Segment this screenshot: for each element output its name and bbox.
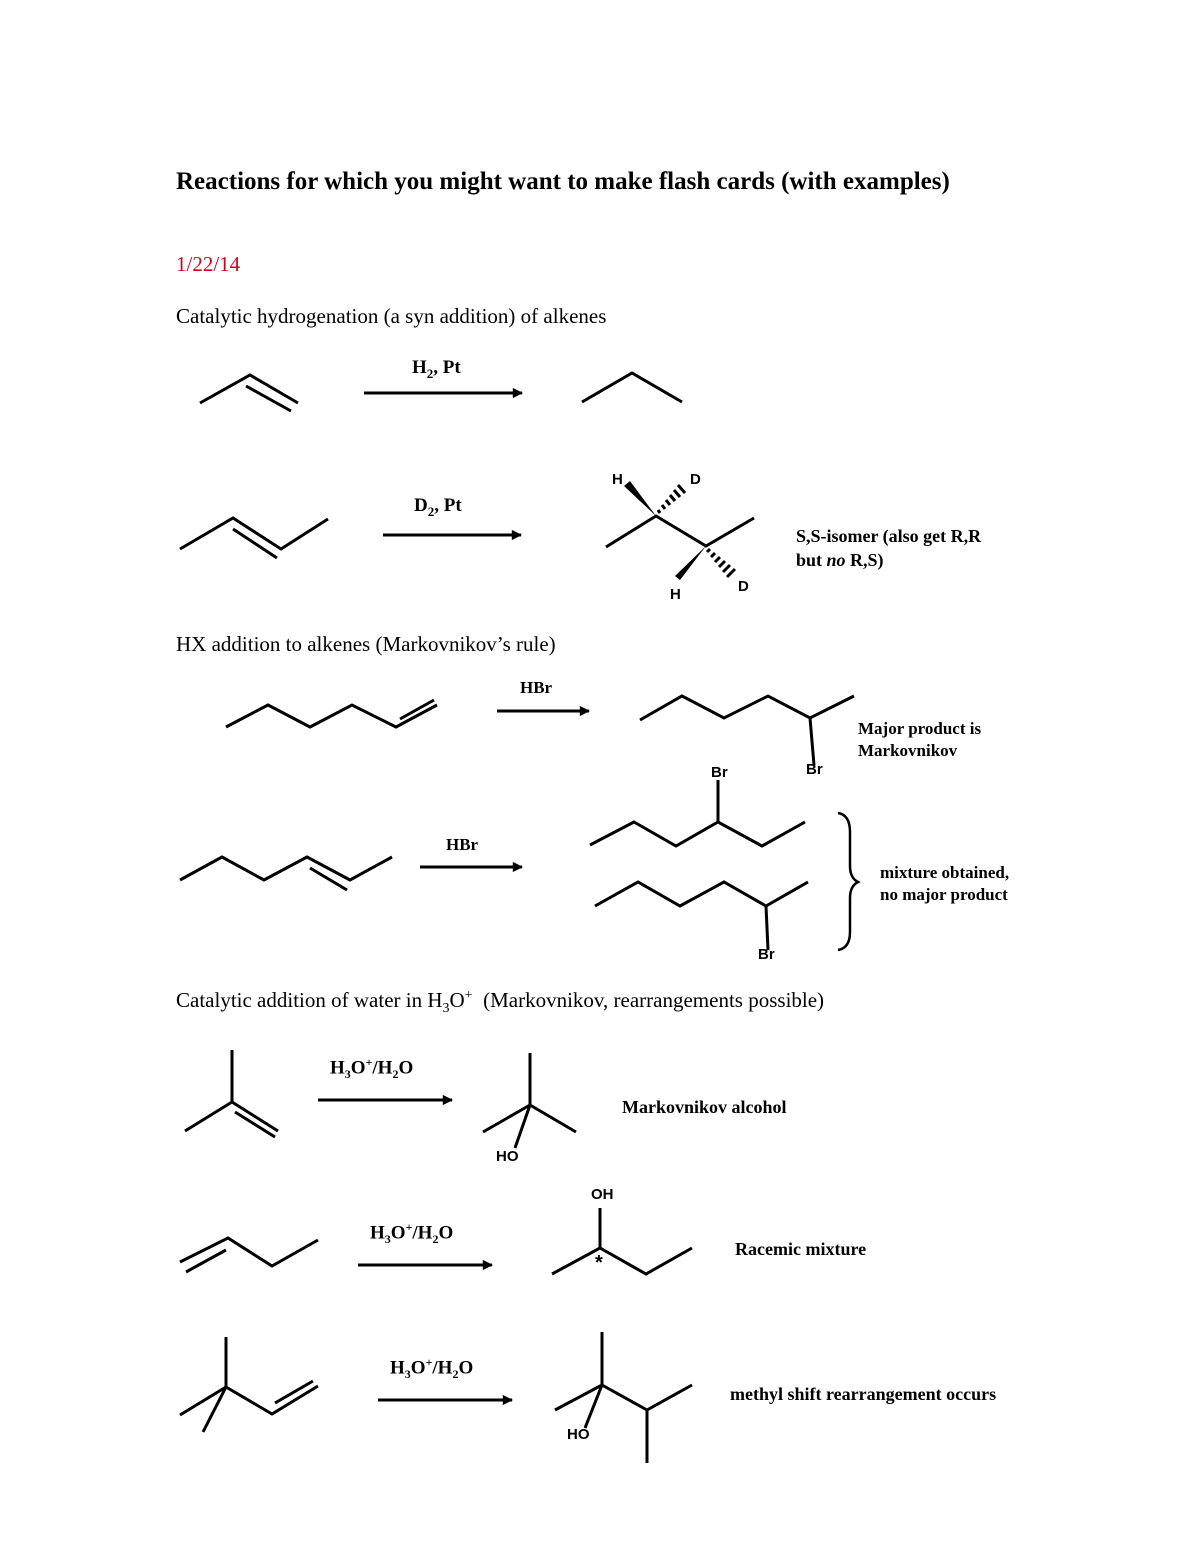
note-major-product: Major product is Markovnikov: [858, 719, 982, 760]
2-hexene-structure: [180, 857, 392, 890]
atom-d-bottom: D: [738, 578, 749, 595]
2-butanol-structure: [552, 1208, 692, 1274]
date-stamp: 1/22/14: [176, 252, 241, 276]
atom-h-bottom: H: [670, 586, 681, 603]
section-hydrogenation: Catalytic hydrogenation (a syn addition) of alkenes: [176, 304, 607, 328]
1-butene-structure: [180, 1238, 318, 1272]
atom-d-top: D: [690, 471, 701, 488]
page-title: Reactions for which you might want to make flash cards (with examples): [176, 168, 950, 195]
2-bromohexane-product-structure: [595, 882, 808, 950]
atom-br-3-position: Br: [711, 764, 728, 781]
reagent-hbr-1: HBr: [520, 678, 553, 697]
reagent-h3o-h2o-3: $H_3O^+/H_2O$: [390, 1355, 474, 1382]
reagent-h3o-h2o-1: $H_3O^+/H_2O$: [330, 1055, 414, 1082]
2-bromohexane-structure: [640, 696, 854, 765]
propene-structure: [200, 375, 298, 411]
isobutylene-structure: [185, 1050, 278, 1137]
reagent-d2-pt: $D_2$, Pt: [414, 495, 462, 519]
deuterated-butane-structure: [606, 481, 754, 580]
2-3-dimethyl-2-butanol-structure: [555, 1332, 692, 1463]
note-methyl-shift: methyl shift rearrangement occurs: [730, 1384, 997, 1404]
atom-ho-tertiary: HO: [496, 1148, 519, 1165]
atom-h-top: H: [612, 471, 623, 488]
3-bromohexane-structure: [590, 780, 805, 846]
note-mixture: mixture obtained, no major product: [880, 863, 1010, 904]
trans-2-butene-structure: [180, 518, 328, 558]
tert-butanol-structure: [483, 1053, 576, 1148]
section-water-addition: Catalytic addition of water in $H_3O^+$ (Markovnikov, rearrangements possible): [176, 988, 825, 1017]
atom-br-2-position: Br: [758, 946, 775, 963]
propane-structure: [582, 373, 682, 402]
atom-ho-rearranged: HO: [567, 1426, 590, 1443]
1-hexene-structure: [226, 700, 437, 727]
note-ss-isomer: S,S-isomer (also get R,R but no R,S): [796, 526, 982, 570]
atom-br-markovnikov: Br: [806, 761, 823, 778]
3-3-dimethyl-1-butene-structure: [180, 1337, 318, 1432]
reagent-h3o-h2o-2: $H_3O^+/H_2O$: [370, 1220, 454, 1247]
note-racemic-mixture: Racemic mixture: [735, 1239, 867, 1259]
reagent-hbr-2: HBr: [446, 835, 479, 854]
atom-oh-secondary: OH: [591, 1186, 614, 1203]
section-hx-addition: HX addition to alkenes (Markovnikov’s rule): [176, 632, 556, 656]
reagent-h2-pt: $H_2$, Pt: [412, 357, 461, 381]
note-markovnikov-alcohol: Markovnikov alcohol: [622, 1097, 787, 1117]
right-brace: [838, 813, 858, 950]
stereocenter-star: *: [595, 1252, 603, 1274]
